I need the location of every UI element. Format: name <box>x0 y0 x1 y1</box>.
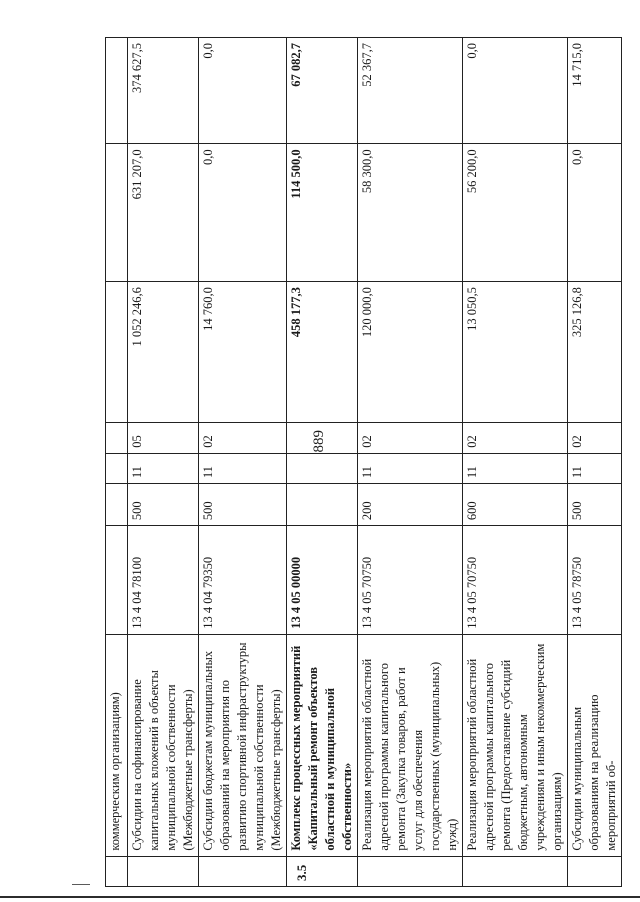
row-value-1: 458 177,3 <box>287 282 358 423</box>
row-value-3: 52 367,7 <box>358 38 463 144</box>
row-value-2: 0,0 <box>568 144 622 282</box>
row-code: 13 4 05 70750 <box>358 526 463 635</box>
row-value-3: 67 082,7 <box>287 38 358 144</box>
row-name: Реализация мероприятий областной адресной программы капитального ремонта (Предоставление субсидий бюджетным, автономным учреждениям и иным некоммерческим организациям) <box>463 634 568 856</box>
row-index <box>199 856 287 886</box>
row-value-2: 631 207,0 <box>128 144 199 282</box>
table-row <box>128 38 199 887</box>
row-value-3: 14 715,0 <box>568 38 622 144</box>
budget-table-body <box>106 38 622 887</box>
budget-table <box>105 37 622 887</box>
row-value-1: 1 052 246,6 <box>128 282 199 423</box>
row-name: Комплекс процессных мероприятий «Капитальный ремонт объектов областной и муниципальной собственности» <box>287 634 358 856</box>
row-index <box>106 856 128 886</box>
row-index <box>128 856 199 886</box>
row-pr <box>287 423 358 453</box>
row-pr <box>106 423 128 453</box>
row-rz: 11 <box>358 453 463 483</box>
row-rz <box>287 453 358 483</box>
row-vr <box>287 484 358 526</box>
row-value-3: 0,0 <box>199 38 287 144</box>
row-rz: 11 <box>463 453 568 483</box>
table-row <box>287 38 358 887</box>
row-rz: 11 <box>199 453 287 483</box>
row-pr: 02 <box>199 423 287 453</box>
row-code: 13 4 04 78100 <box>128 526 199 635</box>
row-pr: 05 <box>128 423 199 453</box>
row-code: 13 4 05 00000 <box>287 526 358 635</box>
table-row <box>106 38 128 887</box>
table-row <box>199 38 287 887</box>
scan-mark <box>72 884 90 885</box>
rotated-table-wrapper <box>105 37 618 887</box>
row-rz: 11 <box>128 453 199 483</box>
row-vr: 500 <box>568 484 622 526</box>
row-value-1: 325 126,8 <box>568 282 622 423</box>
row-value-2: 58 300,0 <box>358 144 463 282</box>
row-rz <box>106 453 128 483</box>
row-code <box>106 526 128 635</box>
scan-edge-line <box>0 896 640 898</box>
page-number: 889 <box>311 430 327 453</box>
row-value-1: 13 050,5 <box>463 282 568 423</box>
row-index <box>358 856 463 886</box>
row-value-2: 114 500,0 <box>287 144 358 282</box>
row-index <box>463 856 568 886</box>
row-value-2: 56 200,0 <box>463 144 568 282</box>
row-index: 3.5 <box>287 856 358 886</box>
row-value-1 <box>106 282 128 423</box>
table-row <box>568 38 622 887</box>
row-vr: 500 <box>199 484 287 526</box>
table-row <box>463 38 568 887</box>
row-code: 13 4 05 70750 <box>463 526 568 635</box>
row-value-3 <box>106 38 128 144</box>
row-value-2 <box>106 144 128 282</box>
row-name: Реализация мероприятий областной адресной программы капитального ремонта (Закупка товаров, работ и услуг для обеспечения государственных (муниципальных) нужд) <box>358 634 463 856</box>
row-name: Субсидии бюджетам муниципальных образований на мероприятия по развитию спортивной инфраструктуры муниципальной собственности (Межбюджетные трансферты) <box>199 634 287 856</box>
row-value-1: 14 760,0 <box>199 282 287 423</box>
row-pr: 02 <box>463 423 568 453</box>
row-index <box>568 856 622 886</box>
row-rz: 11 <box>568 453 622 483</box>
row-vr: 600 <box>463 484 568 526</box>
row-vr: 200 <box>358 484 463 526</box>
row-code: 13 4 04 79350 <box>199 526 287 635</box>
row-vr: 500 <box>128 484 199 526</box>
row-value-2: 0,0 <box>199 144 287 282</box>
row-vr <box>106 484 128 526</box>
row-value-1: 120 000,0 <box>358 282 463 423</box>
row-value-3: 374 627,5 <box>128 38 199 144</box>
row-code: 13 4 05 78750 <box>568 526 622 635</box>
table-row <box>358 38 463 887</box>
row-value-3: 0,0 <box>463 38 568 144</box>
row-name: Субсидии на софинансирование капитальных вложений в объекты муниципальной собственности (Межбюджетные трансферты) <box>128 634 199 856</box>
row-name: коммерческим организациям) <box>106 634 128 856</box>
row-pr: 02 <box>568 423 622 453</box>
row-name: Субсидии муниципальным образованиям на реализацию мероприятий об- <box>568 634 622 856</box>
row-pr: 02 <box>358 423 463 453</box>
